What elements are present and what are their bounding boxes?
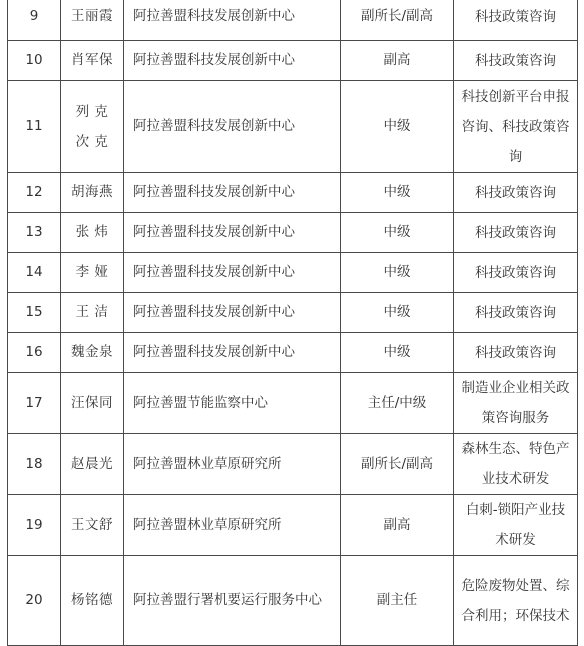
expert-organization: 阿拉善盟行署机要运行服务中心 (124, 556, 341, 646)
table-row (8, 293, 578, 333)
expert-field: 科技政策咨询 (454, 333, 578, 373)
table-row (8, 373, 578, 434)
table-row (8, 253, 578, 293)
expert-name: 肖军保 (61, 41, 124, 81)
expert-title: 副所长/副高 (341, 434, 454, 495)
expert-title: 中级 (341, 253, 454, 293)
expert-name: 赵晨光 (61, 434, 124, 495)
expert-title: 主任/中级 (341, 373, 454, 434)
table-row (8, 81, 578, 173)
expert-table (7, 0, 578, 646)
expert-organization: 阿拉善盟科技发展创新中心 (124, 0, 341, 41)
expert-field: 科技政策咨询 (454, 213, 578, 253)
row-number: 18 (8, 434, 61, 495)
expert-organization: 阿拉善盟节能监察中心 (124, 373, 341, 434)
expert-title: 中级 (341, 293, 454, 333)
expert-name: 李 娅 (61, 253, 124, 293)
row-number: 20 (8, 556, 61, 646)
row-number: 13 (8, 213, 61, 253)
expert-title: 中级 (341, 81, 454, 173)
row-number: 12 (8, 173, 61, 213)
table-row (8, 173, 578, 213)
expert-name: 王丽霞 (61, 0, 124, 41)
expert-name: 汪保同 (61, 373, 124, 434)
row-number: 10 (8, 41, 61, 81)
expert-title: 中级 (341, 333, 454, 373)
expert-field: 白刺-锁阳产业技术研发 (454, 495, 578, 556)
expert-name (61, 81, 124, 173)
expert-title: 副高 (341, 41, 454, 81)
row-number: 14 (8, 253, 61, 293)
expert-organization: 阿拉善盟科技发展创新中心 (124, 81, 341, 173)
expert-name: 张 炜 (61, 213, 124, 253)
table-row (8, 434, 578, 495)
expert-organization: 阿拉善盟科技发展创新中心 (124, 333, 341, 373)
expert-title: 中级 (341, 213, 454, 253)
expert-field: 危险废物处置、综合利用；环保技术 (454, 556, 578, 646)
expert-title: 副高 (341, 495, 454, 556)
expert-field: 科技政策咨询 (454, 0, 578, 41)
expert-field: 科技政策咨询 (454, 41, 578, 81)
expert-field: 制造业企业相关政策咨询服务 (454, 373, 578, 434)
row-number: 17 (8, 373, 61, 434)
expert-name: 胡海燕 (61, 173, 124, 213)
row-number: 16 (8, 333, 61, 373)
expert-name-line: 次 克 (75, 133, 109, 150)
table-row (8, 556, 578, 646)
expert-organization: 阿拉善盟科技发展创新中心 (124, 293, 341, 333)
expert-name-line: 列 克 (75, 103, 109, 120)
expert-name: 王 洁 (61, 293, 124, 333)
expert-organization: 阿拉善盟林业草原研究所 (124, 495, 341, 556)
row-number: 9 (8, 0, 61, 41)
expert-organization: 阿拉善盟科技发展创新中心 (124, 213, 341, 253)
expert-field: 科技政策咨询 (454, 293, 578, 333)
table-row (8, 0, 578, 41)
expert-title: 副主任 (341, 556, 454, 646)
table-row (8, 41, 578, 81)
expert-organization: 阿拉善盟科技发展创新中心 (124, 253, 341, 293)
expert-field: 森林生态、特色产业技术研发 (454, 434, 578, 495)
row-number: 11 (8, 81, 61, 173)
table-row (8, 213, 578, 253)
row-number: 15 (8, 293, 61, 333)
expert-organization: 阿拉善盟科技发展创新中心 (124, 41, 341, 81)
expert-name: 杨铭德 (61, 556, 124, 646)
expert-field: 科技政策咨询 (454, 173, 578, 213)
expert-field: 科技政策咨询 (454, 253, 578, 293)
expert-field: 科技创新平台申报咨询、科技政策咨询 (454, 81, 578, 173)
expert-organization: 阿拉善盟林业草原研究所 (124, 434, 341, 495)
table-row (8, 495, 578, 556)
expert-name: 王文舒 (61, 495, 124, 556)
table-row (8, 333, 578, 373)
expert-title: 副所长/副高 (341, 0, 454, 41)
expert-organization: 阿拉善盟科技发展创新中心 (124, 173, 341, 213)
row-number: 19 (8, 495, 61, 556)
expert-name: 魏金泉 (61, 333, 124, 373)
expert-title: 中级 (341, 173, 454, 213)
